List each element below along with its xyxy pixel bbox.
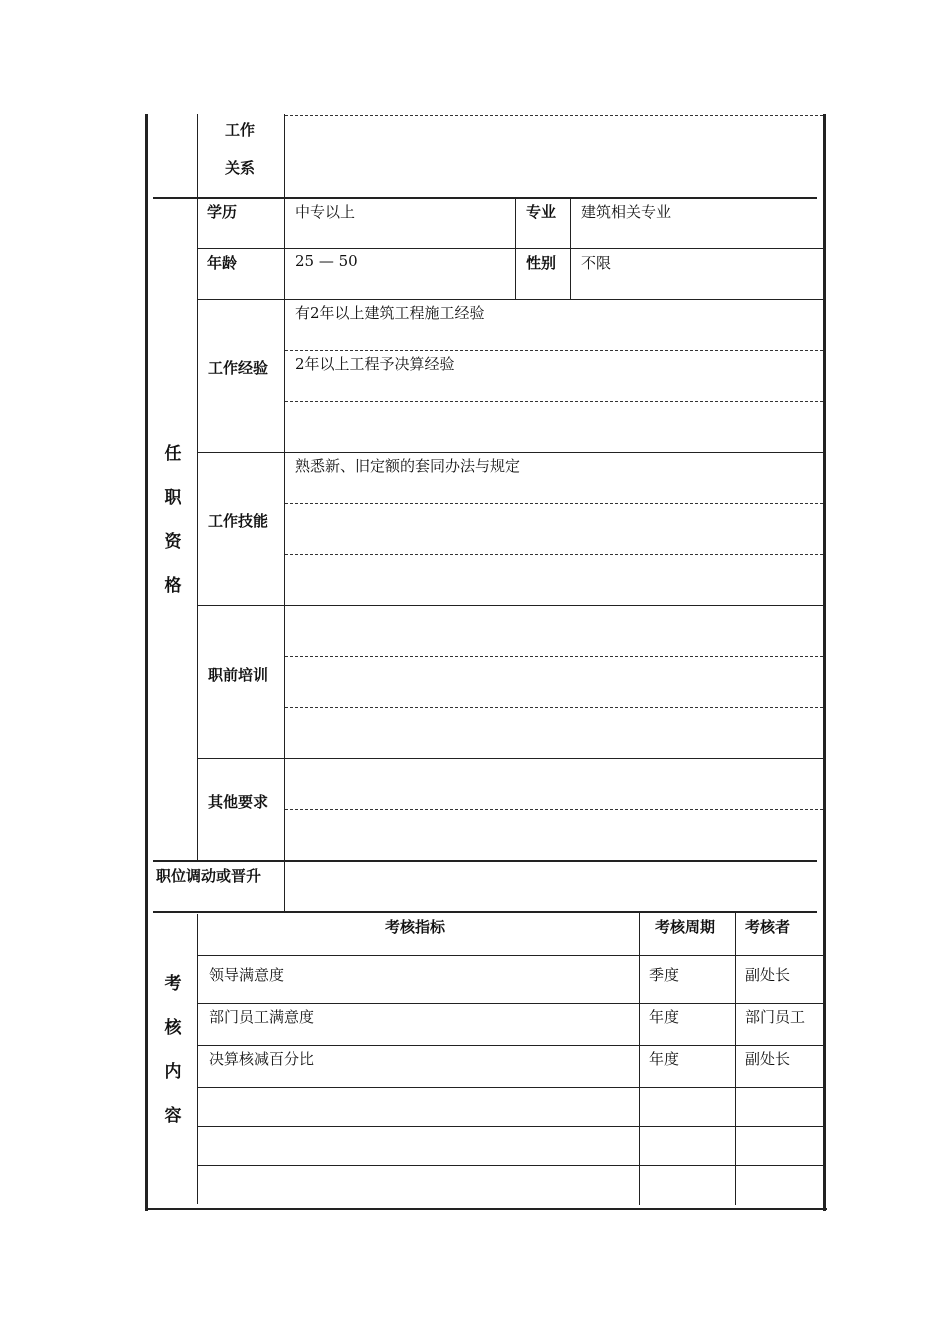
qualifications-title-char: 格 [164, 576, 182, 596]
experience-line: 有2年以上建筑工程施工经验 [295, 304, 485, 322]
period-cell: 季度 [649, 966, 680, 984]
gender-value: 不限 [581, 254, 612, 272]
assessment-title-char: 容 [164, 1106, 182, 1126]
qualifications-title-char: 资 [164, 532, 182, 552]
education-value: 中专以上 [295, 203, 356, 221]
work-relation-label-line2: 关系 [225, 159, 256, 177]
assessor-header: 考核者 [745, 918, 791, 936]
qualifications-title-char: 职 [164, 488, 182, 508]
other-label: 其他要求 [208, 793, 269, 811]
age-label: 年龄 [207, 254, 238, 272]
assessment-title-char: 内 [164, 1062, 182, 1082]
gender-label: 性别 [526, 254, 557, 272]
indicator-cell: 决算核减百分比 [209, 1050, 315, 1068]
indicator-cell: 领导满意度 [209, 966, 285, 984]
job-description-table [145, 114, 827, 1211]
major-label: 专业 [526, 203, 557, 221]
assessment-title-char: 考 [164, 974, 182, 994]
experience-label: 工作经验 [208, 359, 269, 377]
assessor-cell: 副处长 [745, 966, 791, 984]
assessor-cell: 部门员工 [745, 1008, 806, 1026]
education-label: 学历 [207, 203, 238, 221]
experience-line: 2年以上工程予决算经验 [295, 355, 455, 373]
right-border [823, 114, 826, 1211]
promotion-label: 职位调动或晋升 [156, 867, 262, 885]
indicator-header: 考核指标 [385, 918, 446, 936]
assessor-cell: 副处长 [745, 1050, 791, 1068]
indicator-cell: 部门员工满意度 [209, 1008, 315, 1026]
bottom-border [145, 1208, 827, 1210]
period-header: 考核周期 [655, 918, 716, 936]
work-relation-label-line1: 工作 [225, 121, 256, 139]
qualifications-title-char: 任 [164, 444, 182, 464]
skills-label: 工作技能 [208, 512, 269, 530]
training-label: 职前培训 [208, 666, 269, 684]
major-value: 建筑相关专业 [581, 203, 672, 221]
skills-line: 熟悉新、旧定额的套同办法与规定 [295, 457, 521, 475]
left-border [145, 114, 148, 1211]
period-cell: 年度 [649, 1050, 680, 1068]
assessment-title-char: 核 [164, 1018, 182, 1038]
period-cell: 年度 [649, 1008, 680, 1026]
age-value: 25 — 50 [295, 252, 358, 270]
